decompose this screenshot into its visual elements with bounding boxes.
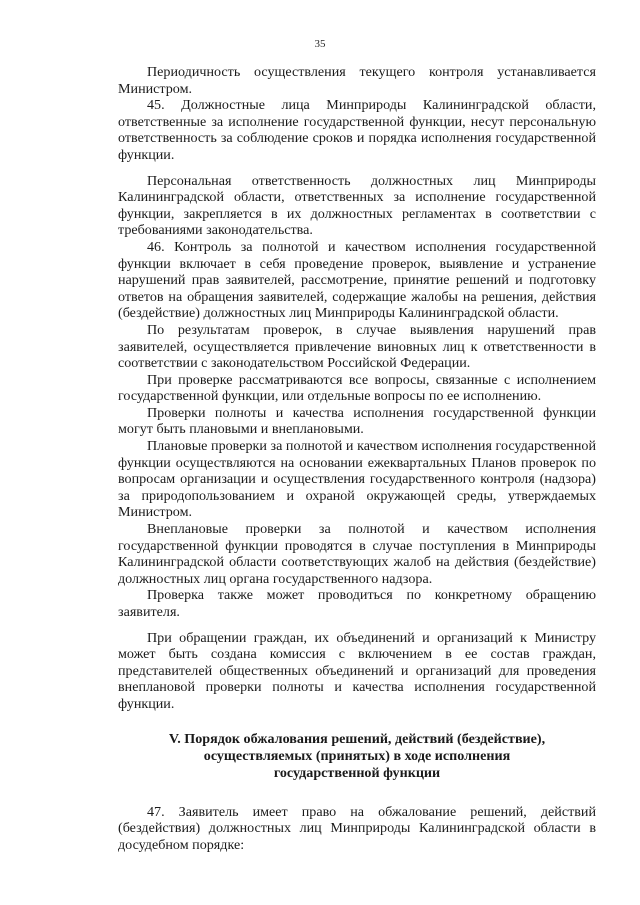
page-number: 35 — [314, 38, 326, 50]
paragraph: Плановые проверки за полнотой и качеством исполнения государственной функции осуществляются на основании ежеквартальных Планов проверок по вопросам организации и осуществления государственного контроля (надзора) за природопользованием и охраной окружающей среды, утверждаемых Министром. — [118, 438, 596, 521]
section-heading-line: государственной функции — [273, 764, 441, 781]
paragraph: По результатам проверок, в случае выявления нарушений прав заявителей, осуществляется привлечение виновных лиц к ответственности в соответствии с законодательством Российской Федерации. — [118, 321, 596, 372]
paragraph: При обращении граждан, их объединений и организаций к Министру может быть создана комиссия с включением в ее состав граждан, представителей общественных объединений и организаций для проведения внеплановой проверки полноты и качества исполнения государственной функции. — [118, 629, 596, 712]
paragraph: 47. Заявитель имеет право на обжалование решений, действий (бездействия) должностных лиц Минприроды Калининградской области в досудебном порядке: — [118, 803, 596, 853]
document-body — [118, 64, 596, 853]
paragraph: 46. Контроль за полнотой и качеством исполнения государственной функции включает в себя проведение проверок, выявление и устранение нарушений прав заявителей, рассмотрение, принятие решений и подготовку ответов на обращения заявителей, содержащие жалобы на решения, действия (бездействие) должностных лиц Минприроды Калининградской области. — [118, 238, 596, 322]
section-heading-line: осуществляемых (принятых) в ходе исполнения — [203, 747, 511, 764]
paragraph: Внеплановые проверки за полнотой и качеством исполнения государственной функции проводятся в случае поступления в Минприроды Калининградской области соответствующих жалоб на действия (бездействие) должностных лиц органа государственного надзора. — [118, 521, 596, 587]
section-heading — [136, 731, 578, 782]
paragraph: 45. Должностные лица Минприроды Калининградской области, ответственные за исполнение государственной функции, несут персональную ответственность за соблюдение сроков и порядка исполнения государственной функции. — [118, 97, 596, 163]
paragraph: При проверке рассматриваются все вопросы, связанные с исполнением государственной функции, или отдельные вопросы по ее исполнению. — [118, 371, 596, 405]
section-heading-line: V. Порядок обжалования решений, действий (бездействие), — [168, 730, 546, 747]
paragraph: Проверки полноты и качества исполнения государственной функции могут быть плановыми и внеплановыми. — [118, 404, 596, 438]
paragraph: Проверка также может проводиться по конкретному обращению заявителя. — [118, 587, 596, 620]
paragraph: Периодичность осуществления текущего контроля устанавливается Министром. — [118, 64, 596, 97]
paragraph: Персональная ответственность должностных лиц Минприроды Калининградской области, ответственных за исполнение государственной функции, закрепляется в их должностных регламентах в соответствии с требованиями законодательства. — [118, 172, 596, 239]
